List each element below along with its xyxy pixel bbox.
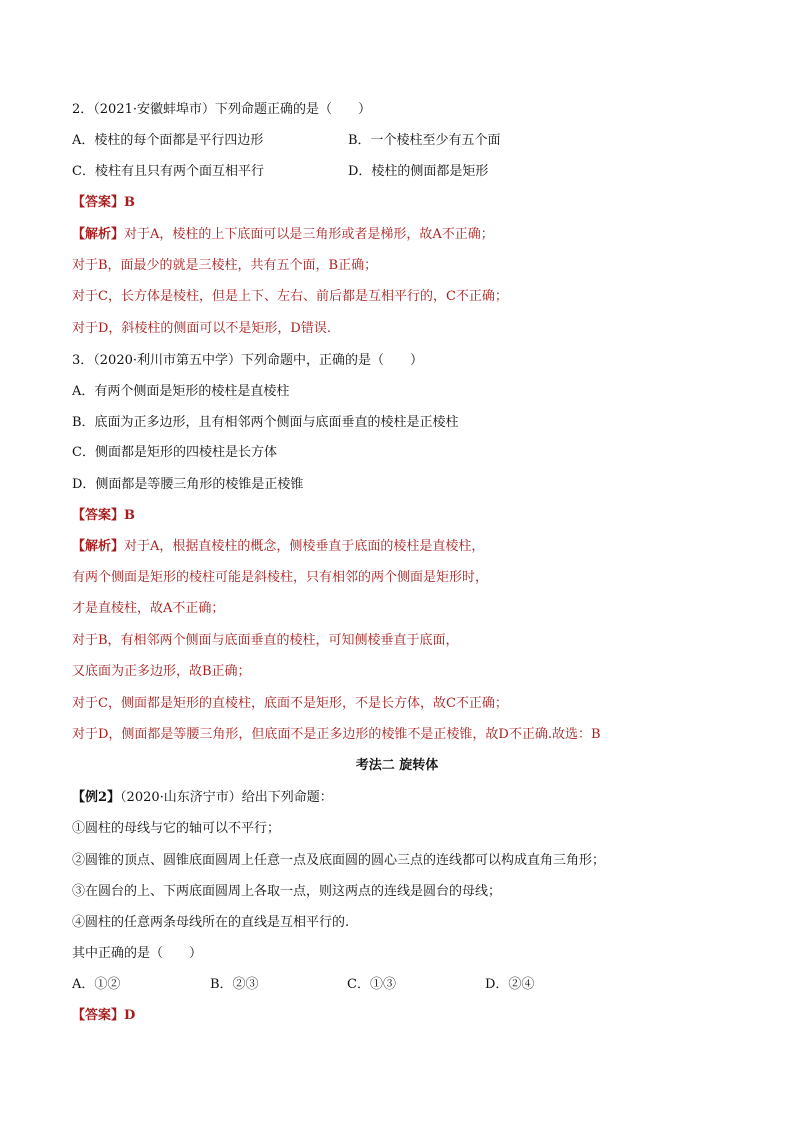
- analysis-label: 【解析】: [72, 227, 125, 242]
- q3-analysis-line: 对于D，侧面都是等腰三角形，但底面不是正多边形的棱锥不是正棱锥，故D不正确.故选：B: [72, 727, 601, 742]
- q3-option-c: C．侧面都是矩形的四棱柱是长方体: [72, 445, 277, 460]
- answer-value: B: [124, 195, 136, 210]
- q2-stem: 2．（2021·安徽蚌埠市）下列命题正确的是（ ）: [72, 102, 371, 117]
- q2-option-d: D．棱柱的侧面都是矩形: [348, 164, 489, 179]
- analysis-text: 对于A，棱柱的上下底面可以是三角形或者是梯形，故A不正确；: [124, 227, 494, 242]
- q2-analysis-line: 对于C，长方体是棱柱，但是上下、左右、前后都是互相平行的，C不正确；: [72, 289, 508, 304]
- example-label: 【例2】: [72, 790, 121, 805]
- q3-analysis-line: 才是直棱柱，故A不正确；: [72, 601, 225, 616]
- q2-option-a: A．棱柱的每个面都是平行四边形: [72, 133, 264, 148]
- q3-analysis-line: 对于B，有相邻两个侧面与底面垂直的棱柱，可知侧棱垂直于底面，: [72, 633, 459, 648]
- analysis-text: 对于A，根据直棱柱的概念，侧棱垂直于底面的棱柱是直棱柱，: [124, 539, 485, 554]
- q3-stem: 3．（2020·利川市第五中学）下列命题中，正确的是（ ）: [72, 353, 423, 368]
- q2-analysis-line: 对于B，面最少的就是三棱柱，共有五个面，B正确；: [72, 258, 378, 273]
- section-heading: 考法二 旋转体: [355, 758, 439, 773]
- answer-label: 【答案】: [72, 1008, 125, 1023]
- analysis-label: 【解析】: [72, 539, 125, 554]
- answer-value: D: [124, 1008, 136, 1023]
- q3-analysis-line: 又底面为正多边形，故B正确；: [72, 664, 251, 679]
- example2-answer: [72, 1007, 135, 1025]
- q3-option-b: B．底面为正多边形，且有相邻两个侧面与底面垂直的棱柱是正棱柱: [72, 415, 459, 430]
- q3-answer: [72, 507, 135, 525]
- example2-item: ①圆柱的母线与它的轴可以不平行；: [72, 821, 281, 836]
- example2-question: 其中正确的是（ ）: [72, 946, 203, 961]
- q2-analysis-line: [72, 226, 494, 244]
- example2-item: ②圆锥的顶点、圆锥底面圆周上任意一点及底面圆的圆心三点的连线都可以构成直角三角形；: [72, 853, 606, 868]
- q3-analysis-line: [72, 538, 484, 556]
- answer-label: 【答案】: [72, 195, 125, 210]
- q2-analysis-line: 对于D，斜棱柱的侧面可以不是矩形，D错误.: [72, 321, 331, 336]
- example2-option-d: D．②④: [485, 977, 535, 992]
- q2-option-c: C．棱柱有且只有两个面互相平行: [72, 164, 264, 179]
- example-stem-text: （2020·山东济宁市）给出下列命题：: [120, 790, 333, 805]
- q3-analysis-line: 对于C，侧面都是矩形的直棱柱，底面不是矩形，不是长方体，故C不正确；: [72, 696, 508, 711]
- answer-value: B: [124, 508, 136, 523]
- example2-item: ③在圆台的上、下两底面圆周上各取一点，则这两点的连线是圆台的母线；: [72, 884, 502, 899]
- example2-stem: [72, 789, 333, 807]
- q2-answer: [72, 194, 135, 212]
- q3-option-a: A．有两个侧面是矩形的棱柱是直棱柱: [72, 384, 290, 399]
- example2-option-b: B．②③: [210, 977, 259, 992]
- q3-analysis-line: 有两个侧面是矩形的棱柱可能是斜棱柱，只有相邻的两个侧面是矩形时，: [72, 570, 489, 585]
- example2-option-a: A．①②: [72, 977, 121, 992]
- answer-label: 【答案】: [72, 508, 125, 523]
- example2-option-c: C．①③: [347, 977, 396, 992]
- example2-item: ④圆柱的任意两条母线所在的直线是互相平行的.: [72, 915, 350, 930]
- q2-option-b: B．一个棱柱至少有五个面: [348, 133, 501, 148]
- q3-option-d: D．侧面都是等腰三角形的棱锥是正棱锥: [72, 477, 304, 492]
